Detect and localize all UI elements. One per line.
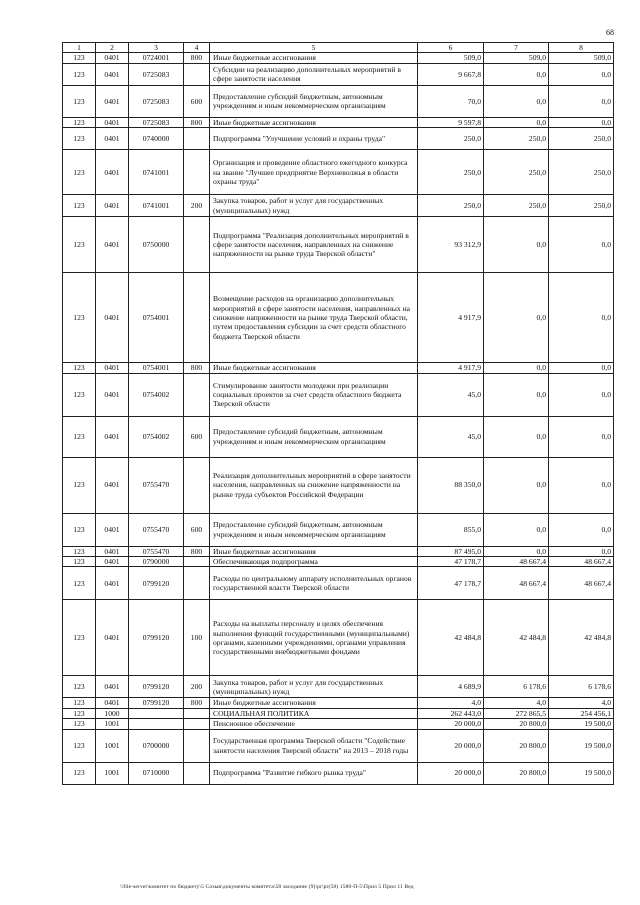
cell-target-article: 0799120 — [129, 567, 184, 600]
cell-amount-col6: 250,0 — [418, 195, 484, 217]
table-row — [63, 513, 614, 546]
cell-target-article: 0741001 — [129, 150, 184, 195]
cell-section: 1001 — [96, 719, 129, 729]
cell-target-article: 0799120 — [129, 676, 184, 698]
cell-name: Предоставление субсидий бюджетным, автономным учреждениям и иным некоммерческим организациям — [210, 85, 418, 117]
cell-target-article: 0724001 — [129, 53, 184, 63]
table-row — [63, 457, 614, 513]
cell-section: 1001 — [96, 762, 129, 784]
cell-target-article: 0700000 — [129, 729, 184, 762]
cell-section: 0401 — [96, 416, 129, 457]
cell-code-admin: 123 — [63, 557, 96, 567]
table-row — [63, 708, 614, 718]
cell-name: Возмещение расходов на организацию дополнительных мероприятий в сфере занятости населения, направленных на снижение напряженности на рынке труда Тверской области, путем предоставления субсидии за счет средств областного бюджета Тверской области — [210, 273, 418, 363]
cell-section: 0401 — [96, 128, 129, 150]
column-header: 6 — [418, 43, 484, 53]
table-row — [63, 63, 614, 85]
cell-name: Обеспечивающая подпрограмма — [210, 557, 418, 567]
cell-expense-type — [184, 373, 210, 416]
cell-section: 0401 — [96, 600, 129, 676]
cell-expense-type — [184, 557, 210, 567]
table-row — [63, 128, 614, 150]
cell-code-admin: 123 — [63, 117, 96, 127]
cell-expense-type: 800 — [184, 363, 210, 373]
cell-amount-col6: 262 443,0 — [418, 708, 484, 718]
cell-amount-col7: 20 800,0 — [484, 729, 549, 762]
cell-amount-col8: 0,0 — [549, 63, 614, 85]
cell-code-admin: 123 — [63, 85, 96, 117]
table-header-row — [63, 43, 614, 53]
cell-expense-type: 800 — [184, 53, 210, 63]
cell-amount-col6: 88 350,0 — [418, 457, 484, 513]
cell-target-article — [129, 719, 184, 729]
cell-amount-col8: 0,0 — [549, 513, 614, 546]
table-row — [63, 729, 614, 762]
cell-code-admin: 123 — [63, 676, 96, 698]
cell-code-admin: 123 — [63, 363, 96, 373]
cell-amount-col7: 4,0 — [484, 698, 549, 708]
cell-amount-col6: 4,0 — [418, 698, 484, 708]
cell-section: 0401 — [96, 513, 129, 546]
cell-target-article: 0725083 — [129, 85, 184, 117]
cell-name: Пенсионное обеспечение — [210, 719, 418, 729]
cell-expense-type — [184, 762, 210, 784]
cell-amount-col7: 0,0 — [484, 363, 549, 373]
cell-code-admin: 123 — [63, 762, 96, 784]
cell-target-article: 0740000 — [129, 128, 184, 150]
cell-amount-col8: 250,0 — [549, 128, 614, 150]
cell-section: 0401 — [96, 53, 129, 63]
cell-amount-col6: 93 312,9 — [418, 217, 484, 273]
cell-amount-col6: 855,0 — [418, 513, 484, 546]
cell-amount-col7: 272 865,5 — [484, 708, 549, 718]
cell-expense-type — [184, 128, 210, 150]
cell-code-admin: 123 — [63, 63, 96, 85]
cell-expense-type: 600 — [184, 416, 210, 457]
cell-amount-col8: 509,0 — [549, 53, 614, 63]
cell-target-article: 0755470 — [129, 457, 184, 513]
table-row — [63, 273, 614, 363]
cell-amount-col8: 250,0 — [549, 195, 614, 217]
cell-section: 0401 — [96, 117, 129, 127]
cell-amount-col7: 48 667,4 — [484, 557, 549, 567]
table-row — [63, 53, 614, 63]
cell-section: 1001 — [96, 729, 129, 762]
cell-section: 1000 — [96, 708, 129, 718]
cell-amount-col7: 0,0 — [484, 513, 549, 546]
cell-code-admin: 123 — [63, 217, 96, 273]
table-row — [63, 676, 614, 698]
cell-amount-col7: 250,0 — [484, 150, 549, 195]
cell-name: Иные бюджетные ассигнования — [210, 698, 418, 708]
cell-amount-col7: 0,0 — [484, 546, 549, 556]
cell-amount-col6: 250,0 — [418, 128, 484, 150]
cell-target-article: 0754002 — [129, 416, 184, 457]
cell-name: Организация и проведение областного ежегодного конкурса на звание "Лучшее предприятие Верхневолжья в области охраны труда" — [210, 150, 418, 195]
table-row — [63, 600, 614, 676]
cell-code-admin: 123 — [63, 128, 96, 150]
cell-amount-col6: 47 178,7 — [418, 557, 484, 567]
cell-section: 0401 — [96, 457, 129, 513]
cell-name: Предоставление субсидий бюджетным, автономным учреждениям и иным некоммерческим организациям — [210, 416, 418, 457]
cell-amount-col7: 0,0 — [484, 273, 549, 363]
cell-amount-col8: 48 667,4 — [549, 567, 614, 600]
cell-expense-type: 800 — [184, 117, 210, 127]
cell-amount-col8: 250,0 — [549, 150, 614, 195]
cell-code-admin: 123 — [63, 416, 96, 457]
cell-expense-type — [184, 217, 210, 273]
cell-target-article: 0755470 — [129, 513, 184, 546]
cell-amount-col6: 20 000,0 — [418, 729, 484, 762]
cell-expense-type — [184, 567, 210, 600]
cell-name: Субсидии на реализацию дополнительных мероприятий в сфере занятости населения — [210, 63, 418, 85]
budget-table — [62, 42, 614, 785]
cell-amount-col8: 48 667,4 — [549, 557, 614, 567]
table-row — [63, 217, 614, 273]
cell-amount-col7: 0,0 — [484, 117, 549, 127]
cell-amount-col6: 509,0 — [418, 53, 484, 63]
cell-amount-col8: 19 500,0 — [549, 762, 614, 784]
cell-amount-col8: 0,0 — [549, 85, 614, 117]
cell-name: Стимулирование занятости молодежи при реализации социальных проектов за счет средств областного бюджета Тверской области — [210, 373, 418, 416]
table-row — [63, 195, 614, 217]
cell-amount-col8: 0,0 — [549, 117, 614, 127]
column-header: 8 — [549, 43, 614, 53]
cell-amount-col6: 20 000,0 — [418, 762, 484, 784]
cell-expense-type — [184, 719, 210, 729]
cell-amount-col6: 4 917,9 — [418, 273, 484, 363]
cell-code-admin: 123 — [63, 708, 96, 718]
cell-target-article: 0799120 — [129, 600, 184, 676]
cell-code-admin: 123 — [63, 600, 96, 676]
cell-expense-type: 200 — [184, 676, 210, 698]
cell-amount-col7: 0,0 — [484, 63, 549, 85]
cell-amount-col8: 19 500,0 — [549, 729, 614, 762]
cell-amount-col6: 42 484,8 — [418, 600, 484, 676]
cell-target-article: 0790000 — [129, 557, 184, 567]
cell-name: Реализация дополнительных мероприятий в сфере занятости населения, направленных на снижение напряженности на рынке труда субъектов Российской Федерации — [210, 457, 418, 513]
table-row — [63, 373, 614, 416]
footer-file-path: \\file-server\комитет по бюджету\5 Созыв\документы комитета\58 заседание (9)\pr\pr(58) 1580-П-5\Прил 5 Прил 11 Вед — [120, 884, 414, 890]
cell-amount-col7: 20 800,0 — [484, 719, 549, 729]
cell-amount-col6: 20 000,0 — [418, 719, 484, 729]
cell-section: 0401 — [96, 676, 129, 698]
cell-name: Иные бюджетные ассигнования — [210, 363, 418, 373]
table-row — [63, 416, 614, 457]
cell-section: 0401 — [96, 217, 129, 273]
table-row — [63, 719, 614, 729]
cell-amount-col6: 9 667,8 — [418, 63, 484, 85]
cell-name: Подпрограмма "Развитие гибкого рынка труда" — [210, 762, 418, 784]
cell-section: 0401 — [96, 195, 129, 217]
cell-amount-col7: 0,0 — [484, 416, 549, 457]
table-row — [63, 557, 614, 567]
cell-expense-type — [184, 729, 210, 762]
cell-name: Закупка товаров, работ и услуг для государственных (муниципальных) нужд — [210, 676, 418, 698]
cell-amount-col8: 42 484,8 — [549, 600, 614, 676]
cell-expense-type: 200 — [184, 195, 210, 217]
cell-target-article: 0710000 — [129, 762, 184, 784]
cell-section: 0401 — [96, 150, 129, 195]
table-row — [63, 117, 614, 127]
page-number: 68 — [606, 28, 614, 37]
cell-target-article — [129, 708, 184, 718]
cell-section: 0401 — [96, 557, 129, 567]
cell-code-admin: 123 — [63, 195, 96, 217]
cell-expense-type: 600 — [184, 513, 210, 546]
cell-target-article: 0754002 — [129, 373, 184, 416]
column-header: 7 — [484, 43, 549, 53]
cell-amount-col8: 254 456,1 — [549, 708, 614, 718]
column-header: 2 — [96, 43, 129, 53]
table-body — [63, 43, 614, 785]
cell-amount-col7: 509,0 — [484, 53, 549, 63]
cell-name: Расходы на выплаты персоналу в целях обеспечения выполнения функций государственными (муниципальными) органами, казенными учреждениями, органами управления государственными внебюджетными фондами — [210, 600, 418, 676]
cell-code-admin: 123 — [63, 53, 96, 63]
table-row — [63, 546, 614, 556]
cell-amount-col7: 42 484,8 — [484, 600, 549, 676]
cell-amount-col8: 0,0 — [549, 273, 614, 363]
cell-amount-col8: 0,0 — [549, 363, 614, 373]
cell-code-admin: 123 — [63, 457, 96, 513]
cell-expense-type: 600 — [184, 85, 210, 117]
cell-expense-type — [184, 708, 210, 718]
cell-amount-col7: 0,0 — [484, 457, 549, 513]
cell-name: СОЦИАЛЬНАЯ ПОЛИТИКА — [210, 708, 418, 718]
cell-amount-col7: 0,0 — [484, 217, 549, 273]
cell-section: 0401 — [96, 567, 129, 600]
cell-section: 0401 — [96, 363, 129, 373]
cell-target-article: 0725083 — [129, 117, 184, 127]
cell-amount-col8: 6 178,6 — [549, 676, 614, 698]
cell-amount-col6: 87 495,0 — [418, 546, 484, 556]
cell-code-admin: 123 — [63, 729, 96, 762]
cell-amount-col6: 45,0 — [418, 416, 484, 457]
cell-name: Подпрограмма "Реализация дополнительных мероприятий в сфере занятости населения, направленных на снижение напряженности на рынке труда Тверской области" — [210, 217, 418, 273]
cell-amount-col8: 19 500,0 — [549, 719, 614, 729]
cell-amount-col8: 0,0 — [549, 546, 614, 556]
cell-amount-col6: 250,0 — [418, 150, 484, 195]
cell-section: 0401 — [96, 63, 129, 85]
cell-section: 0401 — [96, 85, 129, 117]
cell-name: Предоставление субсидий бюджетным, автономным учреждениям и иным некоммерческим организациям — [210, 513, 418, 546]
cell-amount-col8: 0,0 — [549, 373, 614, 416]
cell-amount-col8: 4,0 — [549, 698, 614, 708]
cell-target-article: 0799120 — [129, 698, 184, 708]
cell-section: 0401 — [96, 546, 129, 556]
cell-section: 0401 — [96, 373, 129, 416]
cell-expense-type — [184, 150, 210, 195]
cell-code-admin: 123 — [63, 513, 96, 546]
cell-amount-col6: 4 917,9 — [418, 363, 484, 373]
cell-name: Закупка товаров, работ и услуг для государственных (муниципальных) нужд — [210, 195, 418, 217]
table-row — [63, 762, 614, 784]
cell-target-article: 0754001 — [129, 273, 184, 363]
cell-code-admin: 123 — [63, 273, 96, 363]
cell-target-article: 0725083 — [129, 63, 184, 85]
cell-expense-type — [184, 273, 210, 363]
cell-amount-col6: 70,0 — [418, 85, 484, 117]
cell-section: 0401 — [96, 273, 129, 363]
table-row — [63, 698, 614, 708]
cell-code-admin: 123 — [63, 698, 96, 708]
cell-amount-col8: 0,0 — [549, 416, 614, 457]
cell-target-article: 0750000 — [129, 217, 184, 273]
cell-name: Иные бюджетные ассигнования — [210, 546, 418, 556]
cell-code-admin: 123 — [63, 150, 96, 195]
cell-expense-type: 800 — [184, 698, 210, 708]
cell-code-admin: 123 — [63, 546, 96, 556]
cell-section: 0401 — [96, 698, 129, 708]
cell-amount-col7: 0,0 — [484, 373, 549, 416]
cell-expense-type: 800 — [184, 546, 210, 556]
cell-name: Иные бюджетные ассигнования — [210, 117, 418, 127]
cell-amount-col7: 250,0 — [484, 128, 549, 150]
table-row — [63, 150, 614, 195]
cell-code-admin: 123 — [63, 373, 96, 416]
column-header: 1 — [63, 43, 96, 53]
cell-amount-col7: 6 178,6 — [484, 676, 549, 698]
column-header: 3 — [129, 43, 184, 53]
cell-amount-col7: 0,0 — [484, 85, 549, 117]
cell-amount-col7: 250,0 — [484, 195, 549, 217]
cell-target-article: 0755470 — [129, 546, 184, 556]
cell-code-admin: 123 — [63, 719, 96, 729]
cell-amount-col7: 48 667,4 — [484, 567, 549, 600]
column-header: 4 — [184, 43, 210, 53]
column-header: 5 — [210, 43, 418, 53]
cell-amount-col6: 4 689,9 — [418, 676, 484, 698]
cell-name: Иные бюджетные ассигнования — [210, 53, 418, 63]
cell-amount-col7: 20 800,0 — [484, 762, 549, 784]
cell-name: Подпрограмма "Улучшение условий и охраны труда" — [210, 128, 418, 150]
cell-amount-col6: 47 178,7 — [418, 567, 484, 600]
table-row — [63, 363, 614, 373]
cell-name: Государственная программа Тверской области "Содействие занятости населения Тверской области" на 2013 – 2018 годы — [210, 729, 418, 762]
cell-target-article: 0741001 — [129, 195, 184, 217]
cell-name: Расходы по центральному аппарату исполнительных органов государственной власти Тверской области — [210, 567, 418, 600]
cell-amount-col8: 0,0 — [549, 217, 614, 273]
cell-amount-col6: 45,0 — [418, 373, 484, 416]
cell-target-article: 0754001 — [129, 363, 184, 373]
cell-expense-type — [184, 457, 210, 513]
cell-amount-col8: 0,0 — [549, 457, 614, 513]
cell-code-admin: 123 — [63, 567, 96, 600]
table-row — [63, 567, 614, 600]
cell-amount-col6: 9 597,8 — [418, 117, 484, 127]
cell-expense-type: 100 — [184, 600, 210, 676]
table-row — [63, 85, 614, 117]
cell-expense-type — [184, 63, 210, 85]
